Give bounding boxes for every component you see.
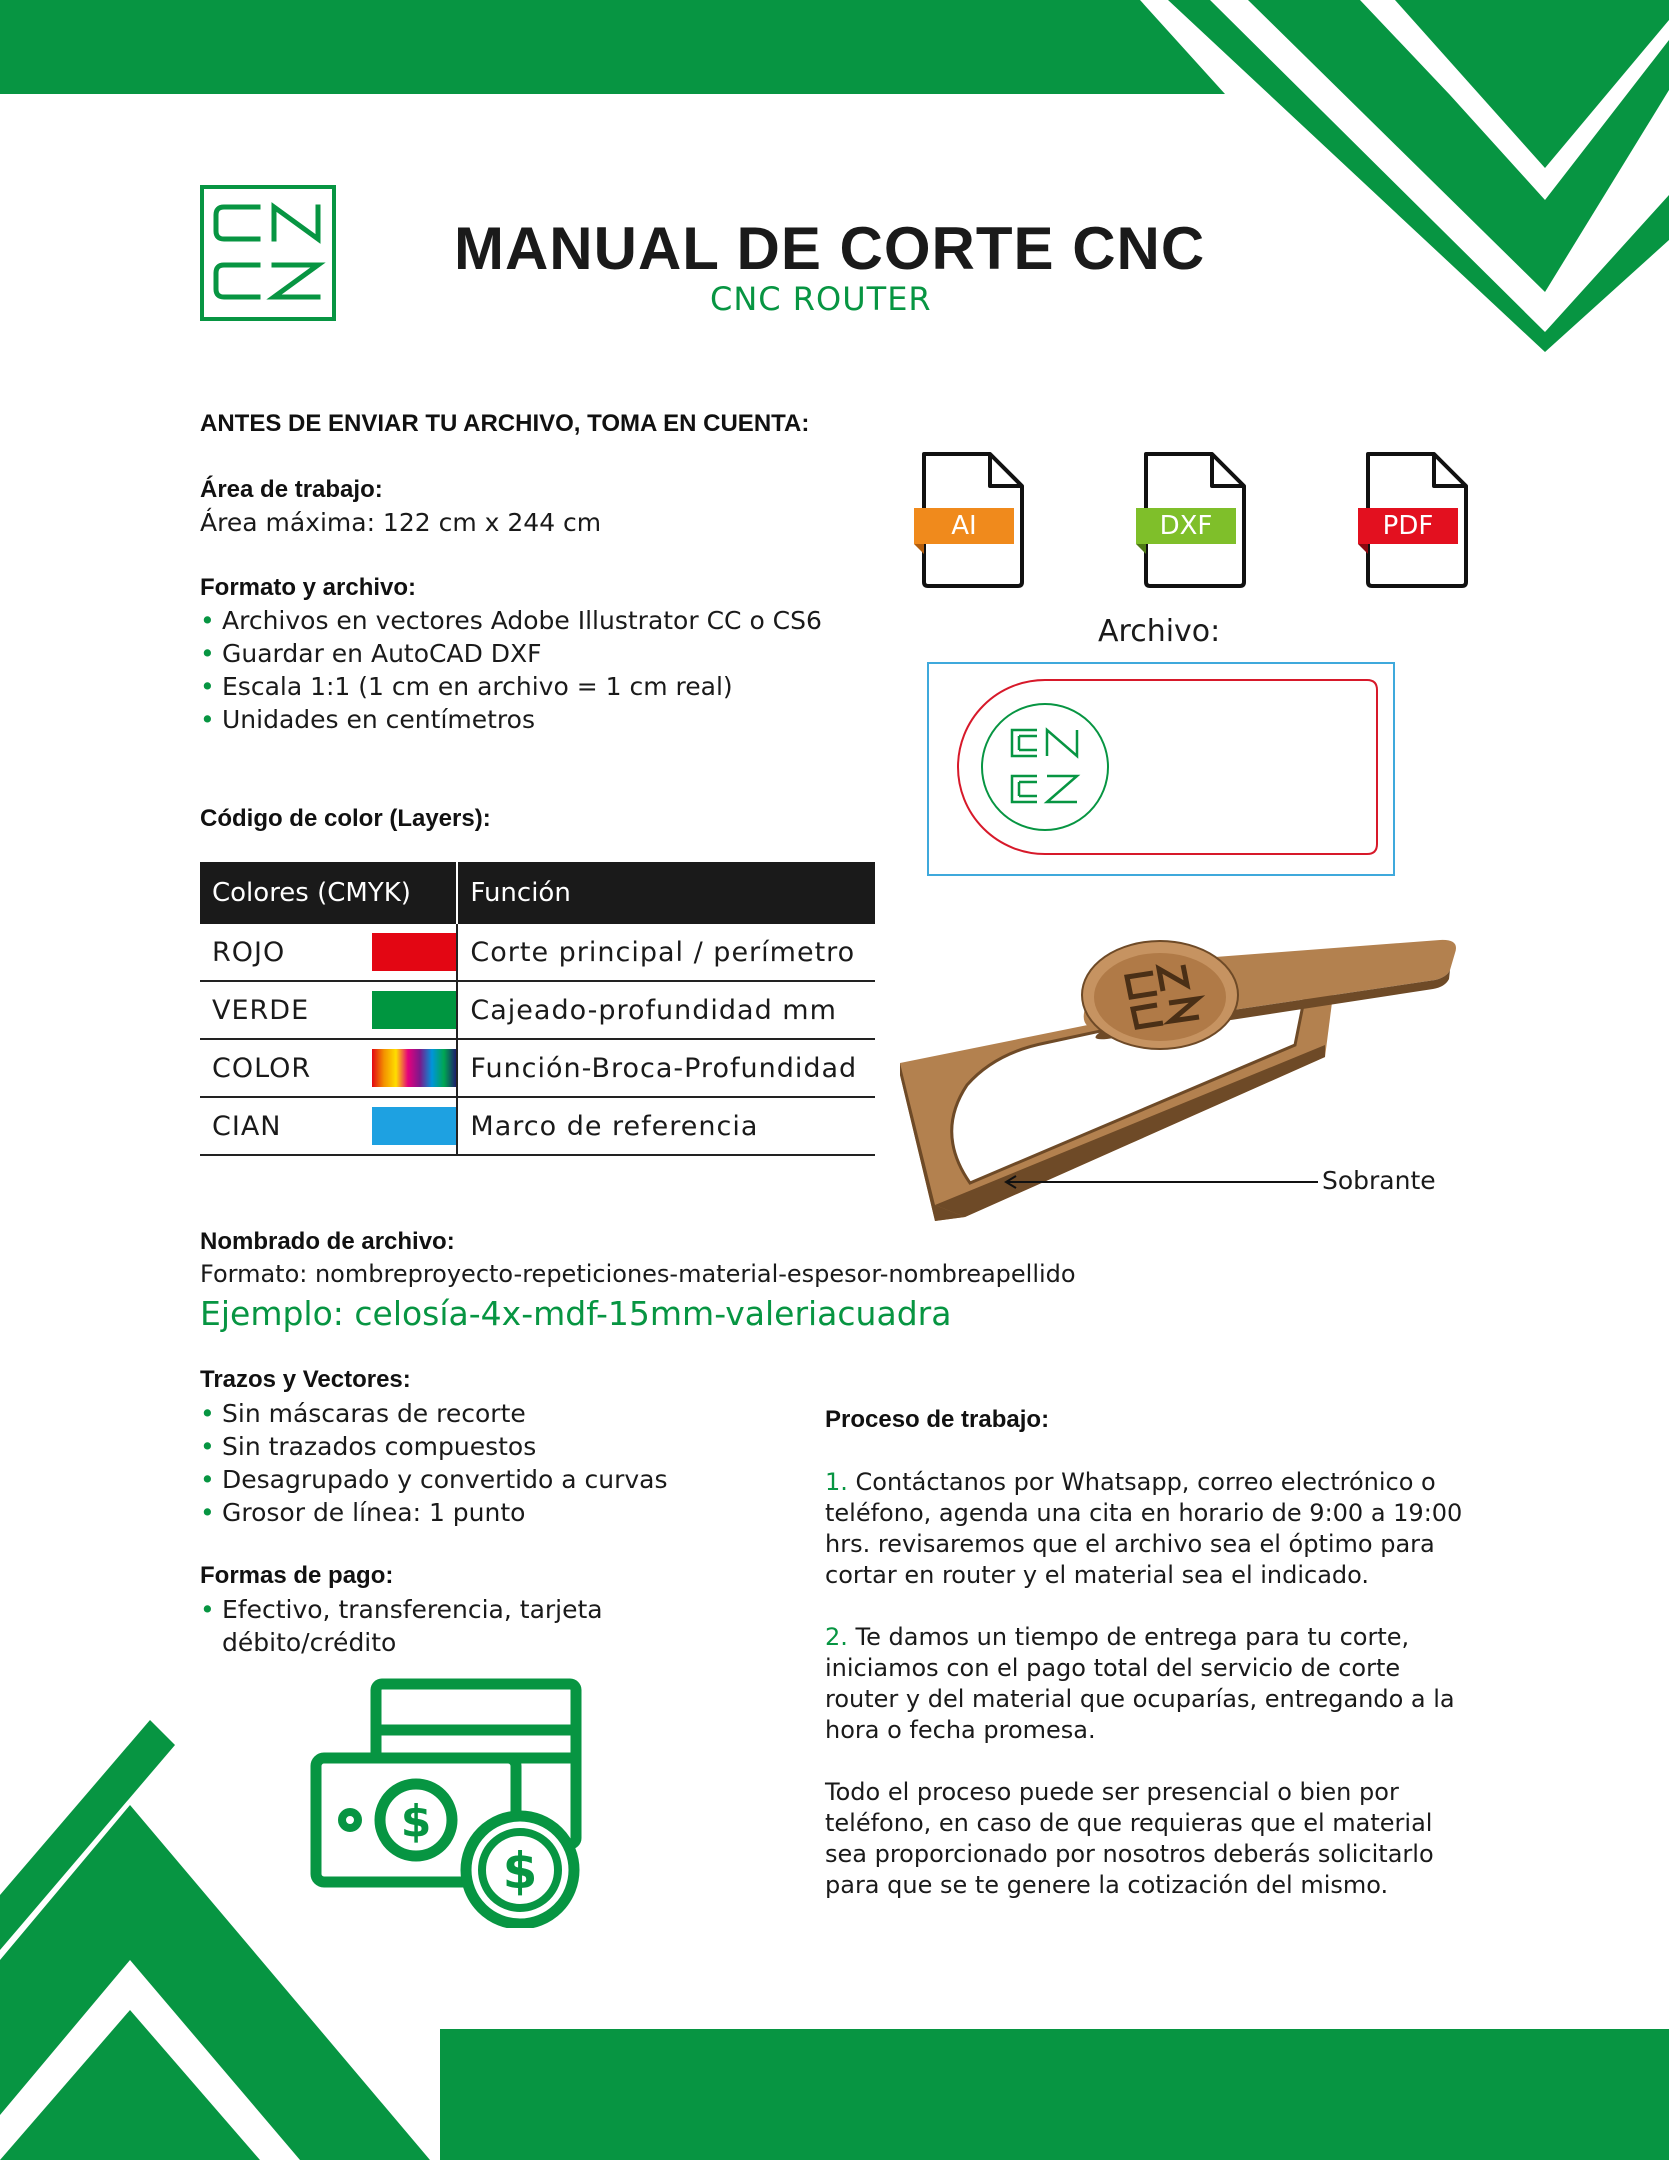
payment-heading: Formas de pago: bbox=[200, 1562, 394, 1589]
color-function: Corte principal / perímetro bbox=[457, 924, 875, 981]
table-header-function: Función bbox=[457, 862, 875, 924]
file-dxf-icon bbox=[1134, 450, 1254, 590]
strokes-list bbox=[200, 1397, 667, 1529]
process-text bbox=[825, 1467, 1465, 1932]
color-name: CIAN bbox=[200, 1097, 372, 1155]
naming-example: Ejemplo: celosía-4x-mdf-15mm-valeriacuadra bbox=[200, 1294, 952, 1333]
work-area-heading: Área de trabajo: bbox=[200, 476, 383, 503]
naming-heading: Nombrado de archivo: bbox=[200, 1228, 455, 1255]
list-item: • Escala 1:1 (1 cm en archivo = 1 cm real) bbox=[200, 670, 822, 703]
table-row bbox=[200, 1097, 875, 1155]
file-ai-label: AI bbox=[951, 511, 977, 541]
color-function: Marco de referencia bbox=[457, 1097, 875, 1155]
color-swatch-rainbow bbox=[372, 1049, 456, 1087]
svg-text:$: $ bbox=[400, 1796, 432, 1847]
process-heading: Proceso de trabajo: bbox=[825, 1406, 1050, 1433]
page-title: MANUAL DE CORTE CNC bbox=[454, 215, 1206, 282]
step-number: 2. bbox=[825, 1623, 848, 1651]
process-step-1 bbox=[825, 1467, 1465, 1591]
table-row bbox=[200, 981, 875, 1039]
list-item: • Efectivo, transferencia, tarjeta débito/crédito bbox=[200, 1593, 660, 1659]
table-header-colors: Colores (CMYK) bbox=[200, 862, 457, 924]
list-item: • Archivos en vectores Adobe Illustrator CC o CS6 bbox=[200, 604, 822, 637]
list-item: • Desagrupado y convertido a curvas bbox=[200, 1463, 667, 1496]
sobrante-label: Sobrante bbox=[1322, 1166, 1436, 1195]
file-dxf-label: DXF bbox=[1159, 511, 1213, 541]
list-item: • Sin máscaras de recorte bbox=[200, 1397, 667, 1430]
strokes-heading: Trazos y Vectores: bbox=[200, 1366, 411, 1393]
svg-text:$: $ bbox=[502, 1842, 538, 1900]
step-text: Contáctanos por Whatsapp, correo electrónico o teléfono, agenda una cita en horario de 9:00 a 19:00 hrs. revisaremos que el archivo sea el óptimo para cortar en router y el material sea el indicado. bbox=[825, 1468, 1463, 1589]
step-text: Te damos un tiempo de entrega para tu corte, iniciamos con el pago total del servicio de corte router y del material que ocuparías, entregando a la hora o fecha promesa. bbox=[825, 1623, 1455, 1744]
color-swatch-red bbox=[372, 933, 456, 971]
color-swatch-cyan bbox=[372, 1107, 456, 1145]
table-row bbox=[200, 924, 875, 981]
page-subtitle: CNC ROUTER bbox=[710, 280, 932, 318]
archivo-label: Archivo: bbox=[1098, 614, 1221, 649]
file-preview-drawing bbox=[927, 662, 1395, 876]
color-function: Función-Broca-Profundidad bbox=[457, 1039, 875, 1097]
process-step-2 bbox=[825, 1622, 1465, 1746]
color-name: COLOR bbox=[200, 1039, 372, 1097]
payment-list bbox=[200, 1593, 660, 1659]
table-row bbox=[200, 1039, 875, 1097]
intro-heading: ANTES DE ENVIAR TU ARCHIVO, TOMA EN CUENTA: bbox=[200, 410, 810, 437]
naming-format: Formato: nombreproyecto-repeticiones-material-espesor-nombreapellido bbox=[200, 1260, 1076, 1288]
format-heading: Formato y archivo: bbox=[200, 574, 417, 601]
color-swatch-green bbox=[372, 991, 456, 1029]
color-code-table bbox=[200, 862, 875, 1156]
file-ai-icon bbox=[912, 450, 1032, 590]
color-name: VERDE bbox=[200, 981, 372, 1039]
format-list bbox=[200, 604, 822, 736]
color-function: Cajeado-profundidad mm bbox=[457, 981, 875, 1039]
color-name: ROJO bbox=[200, 924, 372, 981]
list-item: • Guardar en AutoCAD DXF bbox=[200, 637, 822, 670]
list-item: • Unidades en centímetros bbox=[200, 703, 822, 736]
file-pdf-label: PDF bbox=[1382, 511, 1434, 541]
list-item: • Sin trazados compuestos bbox=[200, 1430, 667, 1463]
file-pdf-icon bbox=[1356, 450, 1476, 590]
process-closing: Todo el proceso puede ser presencial o bien por teléfono, en caso de que requieras que el material sea proporcionado por nosotros deberás solicitarlo para que se te genere la cotización del mismo. bbox=[825, 1778, 1434, 1899]
money-payment-icon bbox=[310, 1678, 590, 1928]
logo-icon bbox=[200, 185, 336, 321]
step-number: 1. bbox=[825, 1468, 848, 1496]
color-code-heading: Código de color (Layers): bbox=[200, 805, 491, 832]
work-area-text: Área máxima: 122 cm x 244 cm bbox=[200, 508, 602, 537]
list-item: • Grosor de línea: 1 punto bbox=[200, 1496, 667, 1529]
sobrante-arrow-icon bbox=[1000, 1172, 1320, 1192]
